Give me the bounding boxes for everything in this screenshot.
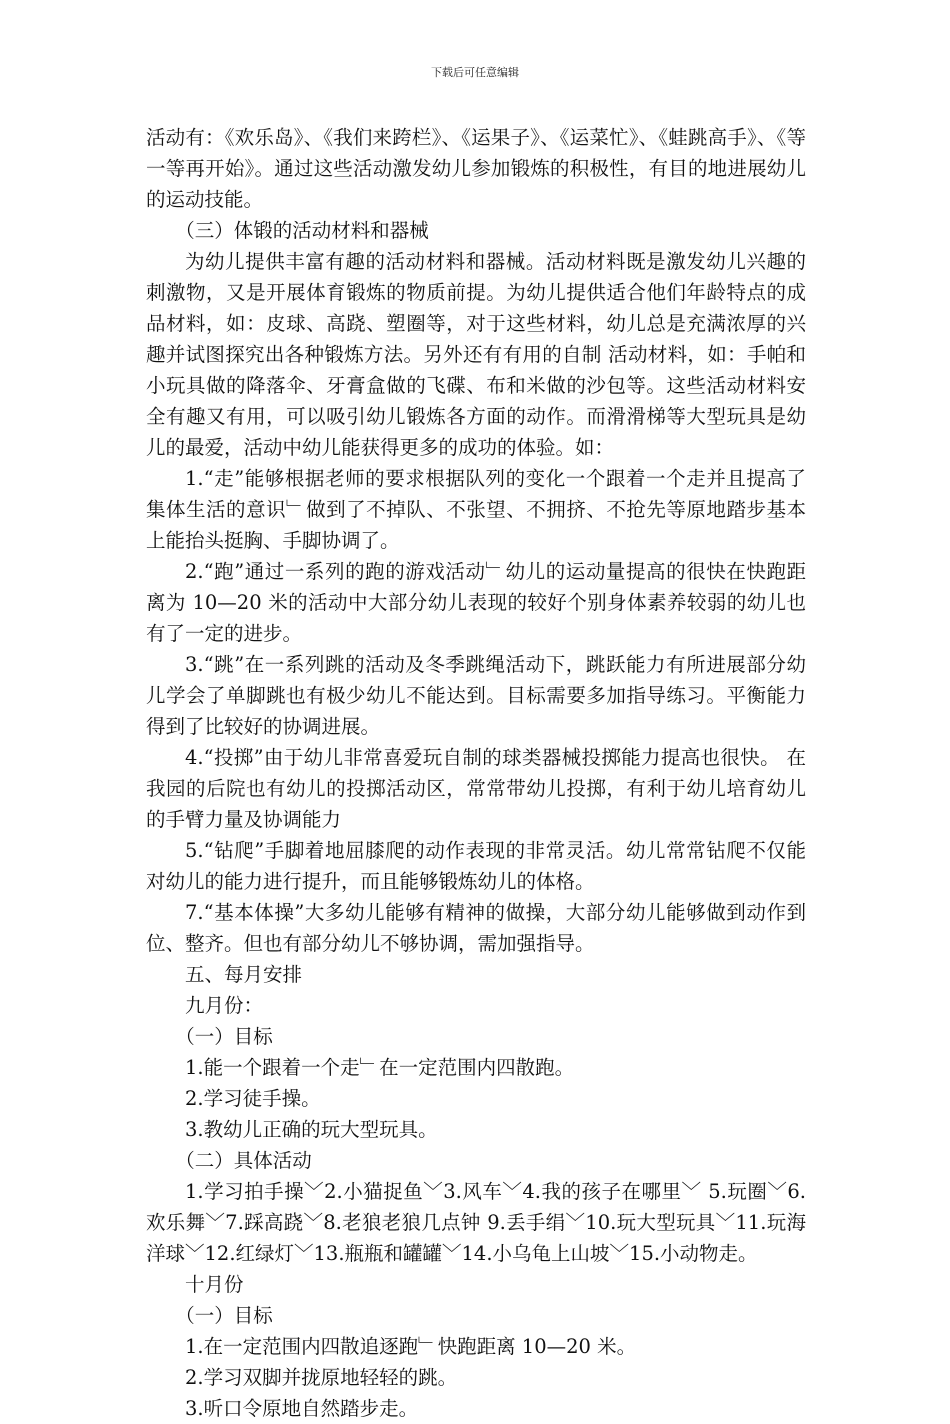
list-item: 1.在一定范围内四散追逐跑﹂快跑距离 10—20 米。 — [185, 1335, 637, 1358]
paragraph-crawl: 5.“钻爬”手脚着地屈膝爬的动作表现的非常灵活。幼儿常常钻爬不仅能对幼儿的能力进行提升，而且能够锻炼幼儿的体格。 — [146, 839, 806, 893]
list-item: 3.听口令原地自然踏步走。 — [185, 1397, 419, 1420]
paragraph-jump: 3.“跳”在一系列跳的活动及冬季跳绳活动下，跳跃能力有所进展部分幼儿学会了单脚跳也有极少幼儿不能达到。目标需要多加指导练习。平衡能力得到了比较好的协调进展。 — [146, 653, 806, 738]
heading-sept-goals: （一）目标 — [175, 1025, 273, 1048]
paragraph-activities: 活动有：《欢乐岛》、《我们来跨栏》、《运果子》、《运菜忙》、《蛙跳高手》、《等一等再开始》。通过这些活动激发幼儿参加锻炼的积极性，有目的地进展幼儿的运动技能。 — [146, 126, 806, 211]
list-item: 2.学习徒手操。 — [185, 1087, 321, 1110]
paragraph-run: 2.“跑”通过一系列的跑的游戏活动﹂幼儿的运动量提高的很快在快跑距离为 10—20 米的活动中大部分幼儿表现的较好个别身体素养较弱的幼儿也有了一定的进步。 — [146, 560, 806, 645]
paragraph-throw: 4.“投掷”由于幼儿非常喜爱玩自制的球类器械投掷能力提高也很快。 在我园的后院也有幼儿的投掷活动区，常常带幼儿投掷，有利于幼儿培育幼儿的手臂力量及协调能力 — [146, 746, 806, 831]
heading-monthly-plan: 五、每月安排 — [185, 963, 303, 986]
paragraph-gymnastics: 7.“基本体操”大多幼儿能够有精神的做操，大部分幼儿能够做到动作到位、整齐。但也有部分幼儿不够协调，需加强指导。 — [146, 901, 806, 955]
document-body — [146, 122, 806, 1424]
list-item: 2.学习双脚并拢原地轻轻的跳。 — [185, 1366, 458, 1389]
paragraph-sept-activity-list: 1.学习拍手操﹀2.小猫捉鱼﹀3.风车﹀4.我的孩子在哪里﹀ 5.玩圈﹀6.欢乐舞﹀7.踩高跷﹀8.老狼老狼几点钟 9.丢手绢﹀10.玩大型玩具﹀11.玩海洋球﹀12.红绿灯﹀13.瓶瓶和罐罐﹀14.小乌龟上山坡﹀15.小动物走。 — [146, 1180, 806, 1265]
paragraph-materials: 为幼儿提供丰富有趣的活动材料和器械。活动材料既是激发幼儿兴趣的刺激物，又是开展体育锻炼的物质前提。为幼儿提供适合他们年龄特点的成品材料，如：皮球、高跷、塑圈等，对于这些材料，幼儿总是充满浓厚的兴趣并试图探究出各种锻炼方法。另外还有有用的自制 活动材料，如：手帕和小玩具做的降落伞、牙膏盒做的飞碟、布和米做的沙包等。这些活动材料安全有趣又有用，可以吸引幼儿锻炼各方面的动作。而滑滑梯等大型玩具是幼儿的最爱，活动中幼儿能获得更多的成功的体验。如： — [146, 250, 806, 459]
page-header: 下载后可任意编辑 — [431, 66, 519, 79]
heading-september: 九月份： — [185, 994, 264, 1017]
heading-oct-goals: （一）目标 — [175, 1304, 273, 1327]
heading-october: 十月份 — [185, 1273, 244, 1296]
heading-sept-activities: （二）具体活动 — [175, 1149, 312, 1172]
list-item: 1.能一个跟着一个走﹂在一定范围内四散跑。 — [185, 1056, 575, 1079]
list-item: 3.教幼儿正确的玩大型玩具。 — [185, 1118, 438, 1141]
paragraph-walk: 1.“走”能够根据老师的要求根据队列的变化一个跟着一个走并且提高了集体生活的意识﹂做到了不掉队、不张望、不拥挤、不抢先等原地踏步基本上能抬头挺胸、手脚协调了。 — [146, 467, 806, 552]
heading-materials: （三）体锻的活动材料和器械 — [175, 219, 429, 242]
